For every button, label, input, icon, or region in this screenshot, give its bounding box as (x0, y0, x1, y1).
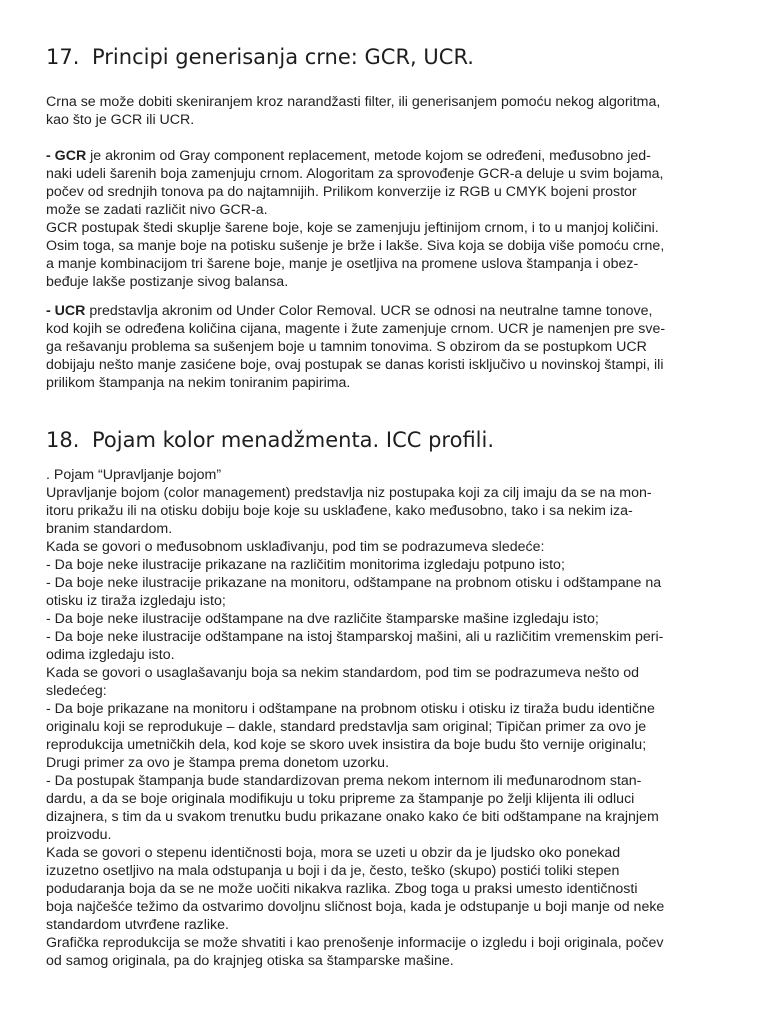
section-17-intro (46, 93, 726, 129)
text-line: počev od srednjih tonova pa do najtamnijih. Prilikom konverzije iz RGB u CMYK bojeni prostor (46, 184, 637, 200)
ucr-line-0: predstavlja akronim od Under Color Removal. UCR se odnosi na neutralne tamne tonove, (85, 303, 653, 319)
text-line: reprodukcija umetničkih dela, kod koje se skoro uvek insistira da boje budu što vernije originalu; (46, 737, 647, 753)
ucr-label: - UCR (46, 303, 86, 319)
text-line: dizajnera, s tim da u svakom trenutku budu prikazane onako kako će biti odštampane na krajnjem (46, 809, 659, 825)
text-line: - Da boje neke ilustracije odštampane na istoj štamparskoj mašini, ali u različitim vremenskim peri- (46, 629, 664, 645)
text-line (46, 302, 726, 320)
text-line: - Da postupak štampanja bude standardizovan prema nekom internom ili međunarodnom stan- (46, 773, 642, 789)
text-line: proizvodu. (46, 827, 112, 843)
text-line: Osim toga, sa manje boje na potisku sušenje je brže i lakše. Siva koja se dobija više pomoću crne, (46, 238, 665, 254)
section-17-heading: Principi generisanja crne: GCR, UCR. (92, 45, 474, 69)
section-18-title (46, 426, 494, 454)
text-line: dardu, a da se boje originala modifikuju u toku pripreme za štampanje po želji klijenta ili odluci (46, 791, 635, 807)
text-line: - Da boje neke ilustracije odštampane na dve različite štamparske mašine izgledaju isto; (46, 611, 599, 627)
text-line: ga rešavanju problema sa sušenjem boje u tamnim tonovima. S obzirom da se postupkom UCR (46, 339, 647, 355)
text-line: boja najčešće težimo da ostvarimo dovoljnu sličnost boja, kada je odstupanje u boji manje od neke (46, 899, 665, 915)
gcr-paragraph (46, 147, 726, 291)
section-18-body (46, 466, 726, 970)
text-line: branim standardom. (46, 521, 173, 537)
text-line: a manje kombinacijom tri šarene boje, manje je osetljiva na promene uslova štampanja i obez- (46, 256, 639, 272)
text-line: kao što je GCR ili UCR. (46, 112, 195, 128)
text-line: Kada se govori o međusobnom usklađivanju, pod tim se podrazumeva sledeće: (46, 539, 545, 555)
text-line: naki udeli šarenih boja zamenjuju crnom. Alogoritam za sprovođenje GCR-a deluje u svim bojama, (46, 166, 664, 182)
text-line: beđuje lakše postizanje sivog balansa. (46, 274, 289, 290)
text-line: sledećeg: (46, 683, 107, 699)
text-line: Kada se govori o usaglašavanju boja sa nekim standardom, pod tim se podrazumeva nešto od (46, 665, 640, 681)
text-line: otisku iz tiraža izgledaju isto; (46, 593, 226, 609)
text-line: Kada se govori o stepenu identičnosti boja, mora se uzeti u obzir da je ljudsko oko ponekad (46, 845, 621, 861)
ucr-paragraph (46, 302, 726, 392)
section-18-number: 18. (46, 428, 80, 452)
text-line: od samog originala, pa do krajnjeg otiska sa štamparske mašine. (46, 953, 454, 969)
text-line: - Da boje neke ilustracije prikazane na monitoru, odštampane na probnom otisku i odštampane na (46, 575, 662, 591)
text-line: Grafička reprodukcija se može shvatiti i kao prenošenje informacije o izgledu i boji originala, počev (46, 935, 664, 951)
text-line: izuzetno osetljivo na mala odstupanja u boji i da je, često, teško (skupo) postići toliki stepen (46, 863, 620, 879)
gcr-label: - GCR (46, 148, 87, 164)
text-line: može se zadati različit nivo GCR-a. (46, 202, 268, 218)
section-17-number: 17. (46, 45, 80, 69)
text-line: Drugi primer za ovo je štampa prema donetom uzorku. (46, 755, 390, 771)
text-line (46, 147, 726, 165)
text-line: - Da boje neke ilustracije prikazane na različitim monitorima izgledaju potpuno isto; (46, 557, 565, 573)
text-line: podudaranja boja da se ne može uočiti nikakva razlika. Zbog toga u praksi umesto identičnosti (46, 881, 638, 897)
text-line: . Pojam “Upravljanje bojom” (46, 467, 222, 483)
section-18-heading: Pojam kolor menadžmenta. ICC profili. (92, 428, 495, 452)
text-line: Crna se može dobiti skeniranjem kroz narandžasti filter, ili generisanjem pomoću nekog algoritma, (46, 94, 661, 110)
section-17-title (46, 43, 474, 71)
text-line: dobijaju nešto manje zasićene boje, ovaj postupak se danas koristi isključivo u novinskoj štampi, ili (46, 357, 664, 373)
text-line: Upravljanje bojom (color management) predstavlja niz postupaka koji za cilj imaju da se na mon- (46, 485, 652, 501)
text-line: odima izgledaju isto. (46, 647, 175, 663)
text-line: prilikom štampanja na nekim toniranim papirima. (46, 375, 351, 391)
text-line: - Da boje prikazane na monitoru i odštampane na probnom otisku i otisku iz tiraža budu identične (46, 701, 655, 717)
text-line: originalu koji se reprodukuje – dakle, standard predstavlja sam original; Tipičan primer za ovo je (46, 719, 647, 735)
text-line: kod kojih se određena količina cijana, magente i žute zamenjuje crnom. UCR je namenjen pre sve- (46, 321, 666, 337)
text-line: itoru prikažu ili na otisku dobiju boje koje su usklađene, kako međusobno, tako i sa nekim iza- (46, 503, 633, 519)
gcr-line-0: je akronim od Gray component replacement, metode kojom se određeni, međusobno jed- (86, 148, 651, 164)
text-line: standardom utvrđene razlike. (46, 917, 229, 933)
text-line: GCR postupak štedi skuplje šarene boje, koje se zamenjuju jeftinijom crnom, i to u manjoj količini. (46, 220, 659, 236)
